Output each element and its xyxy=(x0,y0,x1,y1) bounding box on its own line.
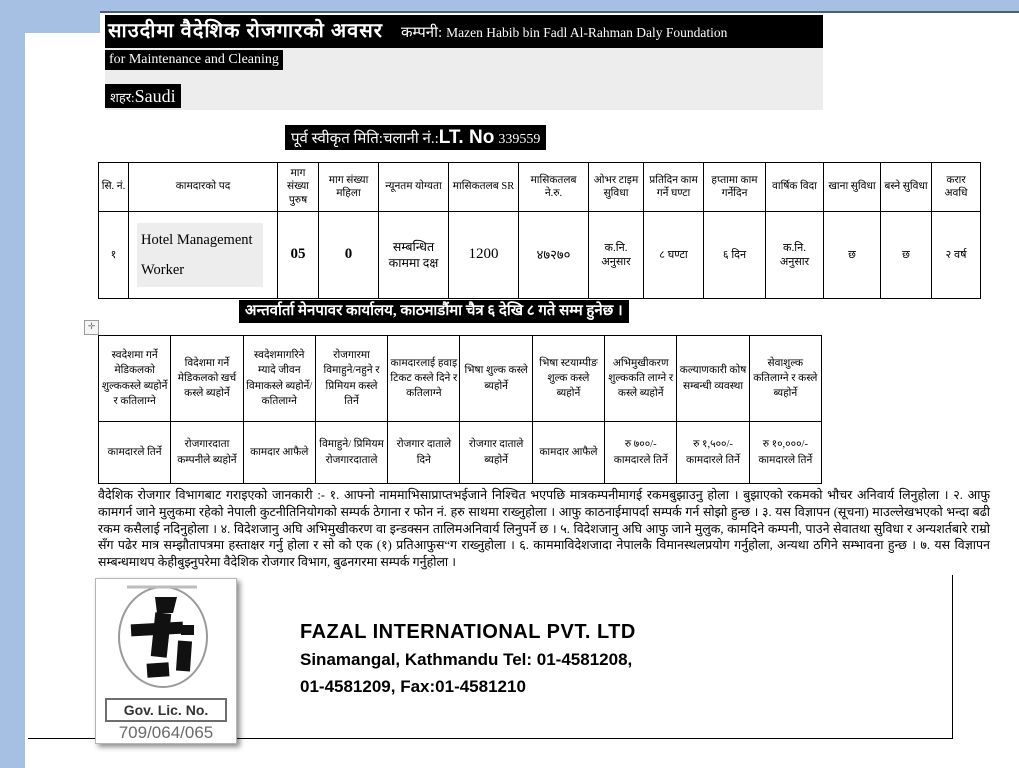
jobs-col-header: माग संख्या महिला xyxy=(319,163,379,212)
jobs-cell-position: Hotel Management Worker xyxy=(129,212,278,299)
jobs-cell-female-count: 0 xyxy=(319,212,379,299)
approval-prefix: पूर्व स्वीकृत मिति:चलानी नं.: xyxy=(291,131,439,147)
costs-col-header: स्वदेशमागरिने म्यादे जीवन विमाकस्ले ब्यहोर्ने/कतिलाग्ने xyxy=(243,336,315,422)
jobs-cell-overtime: क.नि. अनुसार xyxy=(589,212,644,299)
costs-cell: कामदारले तिर्ने xyxy=(99,422,171,484)
agency-logo-icon xyxy=(97,579,235,691)
company-label: कम्पनी: xyxy=(400,25,443,41)
lt-number-label: LT. No xyxy=(438,127,495,148)
jobs-col-header: खाना सुविधा xyxy=(824,163,881,212)
costs-col-header: कामदारलाई हवाइ टिकट कस्ले दिने र कतिलाग्ने xyxy=(388,336,460,422)
costs-table xyxy=(98,335,822,484)
jobs-col-header: सि. नं. xyxy=(99,163,129,212)
jobs-col-header: मासिकतलब SR xyxy=(449,163,519,212)
jobs-cell-food: छ xyxy=(824,212,881,299)
approval-band xyxy=(285,125,546,150)
costs-table-data-row xyxy=(99,422,822,484)
footer-company-name: FAZAL INTERNATIONAL PVT. LTD xyxy=(300,621,636,643)
footer-text-block xyxy=(300,618,636,700)
jobs-col-header: न्यूनतम योग्यता xyxy=(379,163,449,212)
costs-cell: रोजगार दाताले ब्यहोर्ने xyxy=(460,422,532,484)
jobs-col-header: माग संख्या पुरुष xyxy=(278,163,319,212)
jobs-cell-salary-npr: ४७२७० xyxy=(519,212,589,299)
costs-col-header: रोजगारमा विमाहुने/नहुने र प्रिमियम कस्ले तिर्ने xyxy=(315,336,387,422)
jobs-table-header-row xyxy=(99,163,981,212)
costs-col-header: विदेशमा गर्ने मेडिकलको खर्च कस्ले ब्यहोर्ने xyxy=(171,336,243,422)
jobs-col-header: ओभर टाइम सुविधा xyxy=(589,163,644,212)
costs-cell: रु १,५००/- कामदारले तिर्ने xyxy=(677,422,749,484)
jobs-col-header: वार्षिक विदा xyxy=(766,163,824,212)
table-move-handle-icon[interactable]: ✛ xyxy=(84,320,99,335)
jobs-cell-contract: २ वर्ष xyxy=(932,212,981,299)
jobs-cell-annual-leave: क.नि. अनुसार xyxy=(766,212,824,299)
jobs-col-header: करार अवधि xyxy=(932,163,981,212)
city-line xyxy=(105,84,181,108)
jobs-cell-days: ६ दिन xyxy=(704,212,766,299)
jobs-cell-sn: १ xyxy=(99,212,129,299)
jobs-cell-hours: ८ घण्टा xyxy=(644,212,704,299)
page-title: साउदीमा वैदेशिक रोजगारको अवसर xyxy=(108,20,383,42)
lt-number-value: 339559 xyxy=(498,132,541,147)
footer-address-line2: 01-4581209, Fax:01-4581210 xyxy=(300,677,526,696)
jobs-col-header: मासिकतलब ने.रु. xyxy=(519,163,589,212)
costs-col-header: अभिमुखीकरण शुल्ककति लाग्ने र कस्ले ब्यहोर्ने xyxy=(605,336,677,422)
city-label: शहर: xyxy=(110,90,135,105)
costs-table-header-row xyxy=(99,336,822,422)
jobs-col-header: बस्ने सुविधा xyxy=(881,163,932,212)
jobs-table-data-row xyxy=(99,212,981,299)
agency-logo xyxy=(95,578,237,744)
company-name-line2: for Maintenance and Cleaning xyxy=(105,50,283,70)
costs-cell: कामदार आफैले xyxy=(532,422,604,484)
costs-col-header: सेवाशुल्क कतिलाग्ने र कस्ले ब्यहोर्ने xyxy=(749,336,821,422)
costs-col-header: भिषा शुल्क कस्ले ब्यहोर्ने xyxy=(460,336,532,422)
gov-lic-number: 709/064/065 xyxy=(118,723,214,742)
city-value: Saudi xyxy=(134,86,176,106)
interview-notice: अन्तर्वार्ता मेनपावर कार्यालय, काठमाडौंमा चैत्र ६ देखि ८ गते सम्म हुनेछ । xyxy=(239,300,629,323)
jobs-table xyxy=(98,162,981,299)
costs-cell: रु १०,०००/- कामदारले तिर्ने xyxy=(749,422,821,484)
gov-lic-label: Gov. Lic. No. xyxy=(105,698,227,722)
costs-cell: रु ७००/- कामदारले तिर्ने xyxy=(605,422,677,484)
costs-cell: रोजगारदाता कम्पनीले ब्यहोर्ने xyxy=(171,422,243,484)
footer-address-line1: Sinamangal, Kathmandu Tel: 01-4581208, xyxy=(300,650,633,669)
jobs-col-header: प्रतिदिन काम गर्ने घण्टा xyxy=(644,163,704,212)
costs-cell: विमाहुने/ प्रिमियम रोजगारदाताले xyxy=(315,422,387,484)
company-name: Mazen Habib bin Fadl Al-Rahman Daly Foundation xyxy=(446,25,728,40)
costs-cell: कामदार आफैले xyxy=(243,422,315,484)
costs-col-header: कल्याणकारी कोष सम्बन्धी व्यवस्था xyxy=(677,336,749,422)
jobs-cell-male-count: 05 xyxy=(278,212,319,299)
jobs-cell-accommodation: छ xyxy=(881,212,932,299)
costs-cell: रोजगार दाताले दिने xyxy=(388,422,460,484)
jobs-col-header: कामदारको पद xyxy=(129,163,278,212)
jobs-col-header: हप्तामा काम गर्नेदिन xyxy=(704,163,766,212)
jobs-cell-salary-sr: 1200 xyxy=(449,212,519,299)
jobs-cell-qualification: सम्बन्धित काममा दक्ष xyxy=(379,212,449,299)
title-band xyxy=(105,15,823,48)
costs-col-header: भिषा स्टयाम्पीङ शुल्क कस्ले ब्यहोर्ने xyxy=(532,336,604,422)
disclaimer-text: वैदेशिक रोजगार विभागबाट गराइएको जानकारी :- १. आफ्नो नाममाभिसाप्राप्तभईजाने निश्चित भएपछि मात्रकम्पनीमागई रकमबुझाउनु होला । बुझाएको रकमको भौचर अनिवार्य लिनुहोला । २. आफु कामगर्न जाने मुलुकमा रहेको नेपाली कुटनीतिनियोगको सम्पर्क ठेगाना र फोन नं. हरु साथमा राख्नुहोला । आफु काठनाईमापर्दा सम्पर्क गर्न सोझो हुन्छ । ३. यस विज्ञापन (सूचना) माउल्लेखभएको भन्दा बढी रकम कसैलाई नदिनुहोला । ४. विदेशजानु अघि अभिमुखीकरण वा इन्डक्सन तालिमअनिवार्य लिनुपर्ने छ । ५. विदेशजानु अघि आफु जाने मुलुक, कामदिने कम्पनी, पाउने सेवातथा सुविधा र अन्यशर्तबारे राम्रो सँग पढेर मात्र सम्झौतापत्रमा हस्ताक्षर गर्नु होला र सो को एक (१) प्रतिआफुस“ग राख्नुहोला । ६. काममाविदेशजादा नेपालकै विमानस्थलप्रयोग गर्नुहोला, अन्यथा ठगिने सम्भावना हुन्छ । ७. यस विज्ञापन सम्बन्धमाथप केहीबुझ्नुपरेमा वैदेशिक रोजगार विभाग, बुढनगरमा सम्पर्क गर्नुहोला । xyxy=(98,488,990,570)
costs-col-header: स्वदेशमा गर्ने मेडिकलको शुल्ककस्ले ब्यहोर्ने र कतिलाग्ने xyxy=(99,336,171,422)
